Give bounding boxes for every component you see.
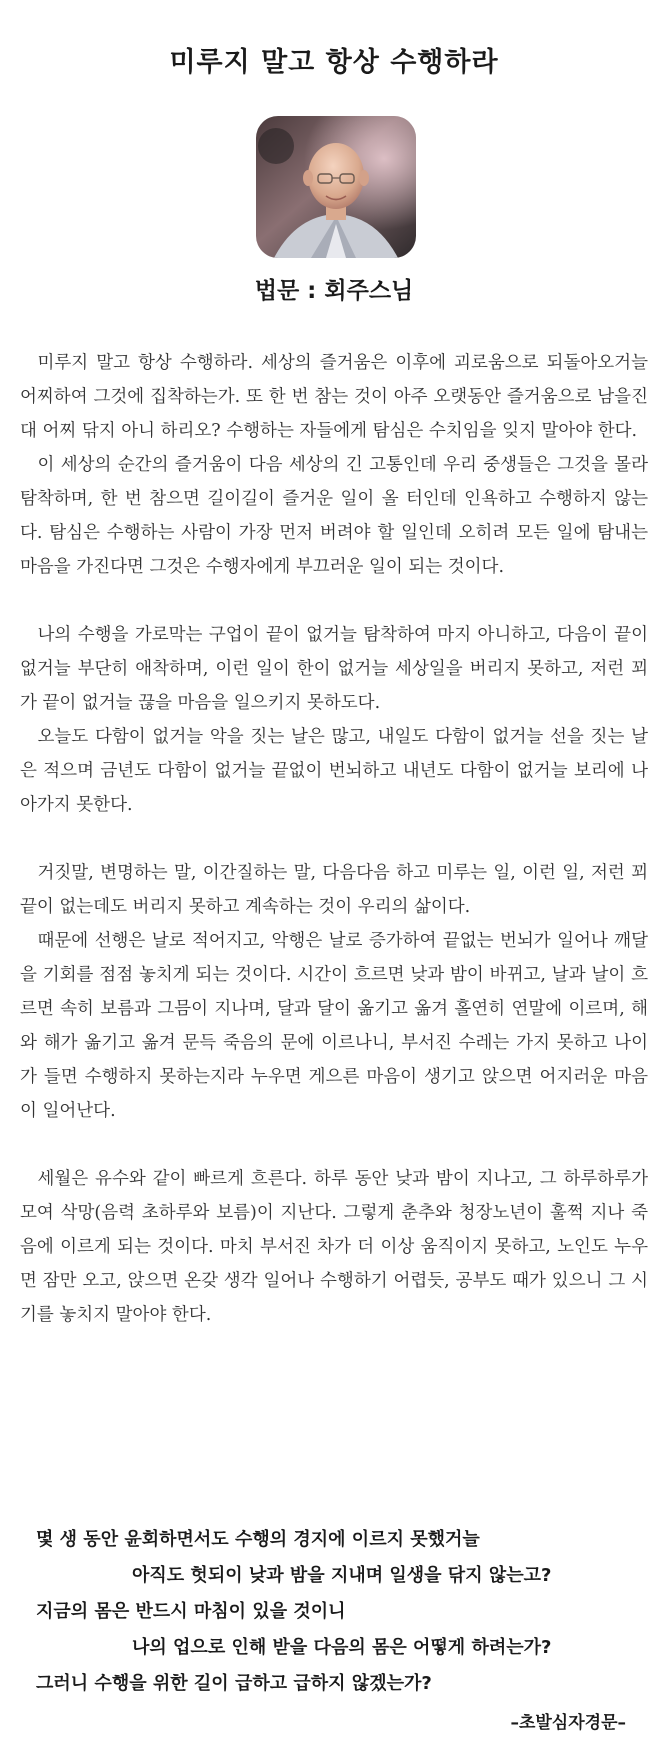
verse-line: 아직도 헛되이 낮과 밤을 지내며 일생을 닦지 않는고? [132,1565,552,1586]
paragraph-gap [20,822,648,856]
verse-block [36,1522,636,1702]
verse-line: 그러니 수행을 위한 길이 급하고 급하지 않겠는가? [36,1673,432,1694]
paragraph: 세월은 유수와 같이 빠르게 흐른다. 하루 동안 낮과 밤이 지나고, 그 하루하루가 모여 삭망(음력 초하루와 보름)이 지난다. 그렇게 춘추와 청장노년이 훌쩍 지나 죽음에 이르게 되는 것이다. 마치 부서진 차가 더 이상 움직이지 못하고, 노인도 누우면 잠만 오고, 앉으면 온갖 생각 일어나 수행하기 어렵듯, 공부도 때가 있으니 그 시기를 놓치지 말아야 한다. [20,1169,648,1325]
sermon-body [20,346,648,1332]
verse-line: 몇 생 동안 윤회하면서도 수행의 경지에 이르지 못했거늘 [36,1529,480,1550]
verse-line: 나의 업으로 인해 받을 다음의 몸은 어떻게 하려는가? [132,1637,552,1658]
verse-line: 지금의 몸은 반드시 마침이 있을 것이니 [36,1601,346,1622]
source-citation: –초발심자경문– [510,1713,626,1733]
page-title: 미루지 말고 항상 수행하라 [169,47,499,78]
paragraph: 이 세상의 순간의 즐거움이 다음 세상의 긴 고통인데 우리 중생들은 그것을 몰라 탐착하며, 한 번 참으면 길이길이 즐거운 일이 올 터인데 인욕하고 수행하지 않는다. 탐심은 수행하는 사람이 가장 먼저 버려야 할 일인데 오히려 모든 일에 탐내는 마음을 가진다면 그것은 수행자에게 부끄러운 일이 되는 것이다. [20,455,648,577]
paragraph: 때문에 선행은 날로 적어지고, 악행은 날로 증가하여 끝없는 번뇌가 일어나 깨달을 기회를 점점 놓치게 되는 것이다. 시간이 흐르면 낮과 밤이 바뀌고, 날과 날이 흐르면 속히 보름과 그믐이 지나며, 달과 달이 옮기고 옮겨 홀연히 연말에 이르며, 해와 해가 옮기고 옮겨 문득 죽음의 문에 이르나니, 부서진 수레는 가지 못하고 나이가 들면 수행하지 못하는지라 누우면 게으른 마음이 생기고 앉으면 어지러운 마음이 일어난다. [20,931,648,1121]
paragraph: 거짓말, 변명하는 말, 이간질하는 말, 다음다음 하고 미루는 일, 이런 일, 저런 꾀 끝이 없는데도 버리지 못하고 계속하는 것이 우리의 삶이다. [20,863,648,917]
monk-portrait [256,116,416,258]
monk-portrait-image [256,116,416,258]
paragraph: 오늘도 다함이 없거늘 악을 짓는 날은 많고, 내일도 다함이 없거늘 선을 짓는 날은 적으며 금년도 다함이 없거늘 끝없이 번뇌하고 내년도 다함이 없거늘 보리에 나아가지 못한다. [20,727,648,815]
paragraph: 미루지 말고 항상 수행하라. 세상의 즐거움은 이후에 괴로움으로 되돌아오거늘 어찌하여 그것에 집착하는가. 또 한 번 참는 것이 아주 오랫동안 즐거움으로 남을진대 어찌 닦지 아니 하리오? 수행하는 자들에게 탐심은 수치임을 잊지 말아야 한다. [20,353,648,441]
paragraph-gap [20,1128,648,1162]
speaker-label: 법문 : 회주스님 [254,278,414,304]
paragraph: 나의 수행을 가로막는 구업이 끝이 없거늘 탐착하여 마지 아니하고, 다음이 끝이 없거늘 부단히 애착하며, 이런 일이 한이 없거늘 세상일을 버리지 못하고, 저런 꾀가 끝이 없거늘 끊을 마음을 일으키지 못하도다. [20,625,648,713]
paragraph-gap [20,584,648,618]
